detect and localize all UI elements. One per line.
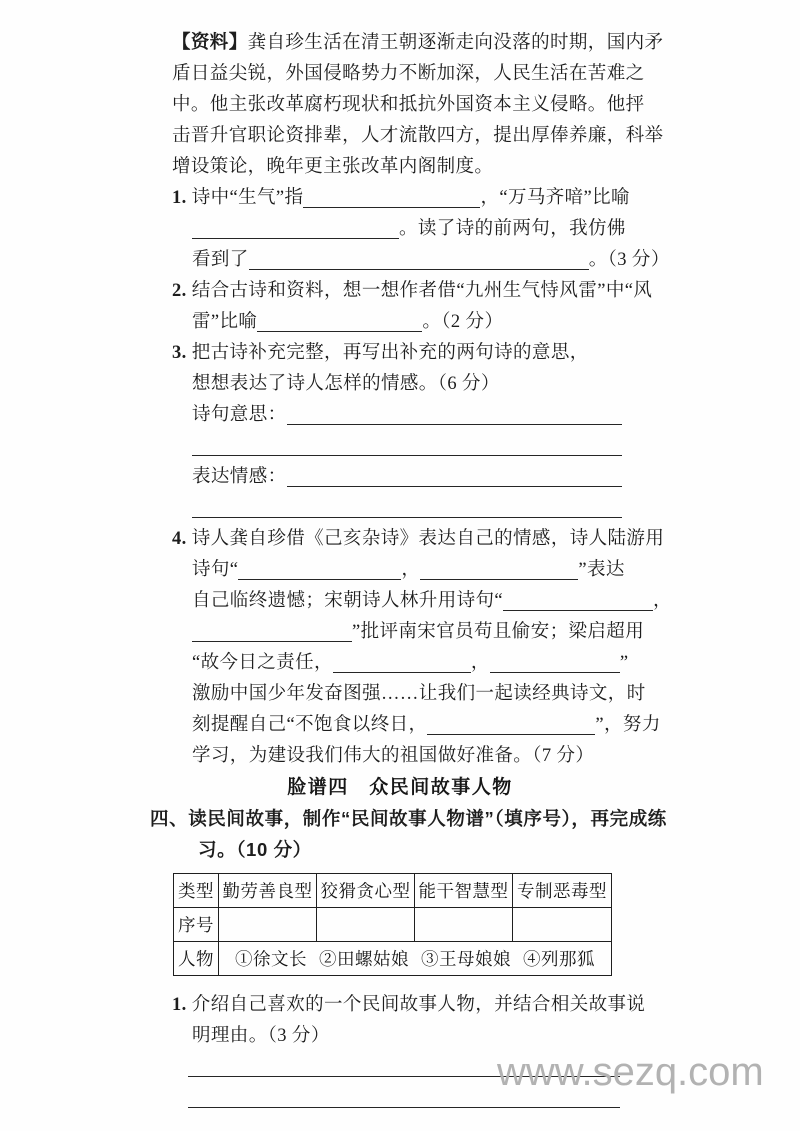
text-segment: 1.: [172, 995, 187, 1015]
section-question-stem: [150, 803, 672, 865]
text-segment: 表达情感：: [192, 467, 287, 487]
text-line: [192, 431, 672, 462]
answer-blank: [303, 205, 480, 208]
text-segment: 刻提醒自己“不饱食以终日，: [192, 715, 428, 735]
answer-blank: [503, 608, 653, 611]
answer-blank: [490, 670, 620, 673]
table-cell-seq-answer-4: [513, 908, 612, 942]
text-segment: “故今日之责任，: [192, 653, 333, 673]
text-segment: ，“万马齐喑”比喻: [480, 188, 630, 208]
character-type-table: [173, 873, 612, 976]
text-line: [192, 586, 672, 617]
answer-blank: [238, 577, 401, 580]
text-segment: 。（2 分）: [422, 312, 504, 332]
text-line: [172, 183, 672, 214]
answer-blank: [427, 732, 595, 735]
table-cell-type-label: 类型: [174, 874, 219, 908]
character-item: ①徐文长: [235, 949, 307, 969]
character-list: [219, 946, 611, 971]
answer-blank: [287, 484, 622, 487]
text-line: [192, 741, 672, 772]
text-line: [150, 803, 672, 834]
text-line: [192, 400, 672, 431]
text-segment: 2.: [172, 281, 187, 301]
text-segment: 雷”比喻: [192, 312, 258, 332]
question-3: [150, 338, 672, 524]
character-item: ③王母娘娘: [421, 949, 511, 969]
answer-blank: [192, 236, 399, 239]
question-4: [150, 524, 672, 772]
answer-blank: [188, 1105, 620, 1108]
text-segment: 龚自珍生活在清王朝逐渐走向没落的时期，国内矛: [247, 33, 664, 53]
text-line: [192, 555, 672, 586]
text-segment: 介绍自己喜欢的一个民间故事人物，并结合相关故事说: [186, 995, 646, 1015]
table-row-characters: [174, 942, 612, 976]
text-segment: 激励中国少年发奋图强……让我们一起读经典诗文，时: [192, 684, 646, 704]
text-line: [172, 59, 672, 90]
text-line: [192, 710, 672, 741]
text-segment: ，: [470, 653, 490, 673]
character-item: ④列那狐: [523, 949, 595, 969]
answer-blank: [249, 267, 589, 270]
text-segment: 把古诗补充完整，再写出补充的两句诗的意思，: [186, 343, 589, 363]
table-cell-seq-answer-2: [317, 908, 415, 942]
answer-blank: [192, 515, 622, 518]
table-row-type: [174, 874, 612, 908]
watermark: www.sezq.com: [497, 1050, 764, 1094]
table-cell-type-capable: 能干智慧型: [415, 874, 513, 908]
section-heading: 脸谱四 众民间故事人物: [287, 777, 513, 798]
text-line: [172, 28, 672, 59]
text-line: [192, 307, 672, 338]
text-segment: ，: [653, 591, 672, 611]
text-segment: ”，努力: [595, 715, 661, 735]
text-segment: 诗句意思：: [192, 405, 287, 425]
text-segment: 结合古诗和资料，想一想作者借“九州生气恃风雷”中“风: [186, 281, 653, 301]
table-cell-character-list: [219, 942, 612, 976]
text-line: [192, 679, 672, 710]
text-segment: ”表达: [578, 560, 625, 580]
answer-blank: [257, 329, 422, 332]
text-line: [192, 493, 672, 524]
table-cell-seq-answer-3: [415, 908, 513, 942]
text-segment: 3.: [172, 343, 187, 363]
text-line: [172, 524, 672, 555]
text-line: [198, 834, 672, 865]
text-line: [172, 152, 672, 183]
text-segment: 盾日益尖锐，外国侵略势力不断加深，人民生活在苦难之: [172, 64, 645, 84]
text-line: [172, 121, 672, 152]
text-line: [192, 617, 672, 648]
table-row-sequence: [174, 908, 612, 942]
text-segment: 诗中“生气”指: [186, 188, 304, 208]
question-2: [150, 276, 672, 338]
answer-blank: [420, 577, 578, 580]
text-segment: 看到了: [192, 250, 249, 270]
table-cell-char-label: 人物: [174, 942, 219, 976]
text-segment: 中。他主张改革腐朽现状和抵抗外国资本主义侵略。他抨: [172, 95, 645, 115]
table-cell-type-diligent: 勤劳善良型: [219, 874, 317, 908]
answer-blank: [333, 670, 471, 673]
text-segment: 诗句“: [192, 560, 239, 580]
text-line: [192, 648, 672, 679]
text-line: [192, 1021, 672, 1052]
text-segment: 明理由。（3 分）: [192, 1026, 330, 1046]
text-segment: ，: [401, 560, 421, 580]
answer-blank: [192, 453, 622, 456]
resource-paragraph: [150, 28, 672, 183]
text-line: [192, 462, 672, 493]
text-segment: 增设策论，晚年更主张改革内阁制度。: [172, 157, 494, 177]
text-segment: 。读了诗的前两句，我仿佛: [399, 219, 626, 239]
answer-blank: [192, 639, 352, 642]
text-line: [172, 90, 672, 121]
text-segment: 学习，为建设我们伟大的祖国做好准备。（7 分）: [192, 746, 595, 766]
text-line: [192, 369, 672, 400]
text-line: [172, 990, 672, 1021]
text-segment: 。（3 分）: [588, 250, 670, 270]
text-segment: 【资料】: [172, 33, 248, 53]
text-segment: 习。（10 分）: [198, 839, 312, 860]
text-segment: 1.: [172, 188, 187, 208]
text-segment: 诗人龚自珍借《己亥杂诗》表达自己的情感，诗人陆游用: [186, 529, 665, 549]
table-cell-type-cunning: 狡猾贪心型: [317, 874, 415, 908]
text-segment: 击晋升官职论资排辈，人才流散四方，提出厚俸养廉，科举: [172, 126, 664, 146]
text-line: [172, 338, 672, 369]
text-segment: ”批评南宋官员苟且偷安；梁启超用: [352, 622, 645, 642]
table-cell-seq-answer-1: [219, 908, 317, 942]
character-item: ②田螺姑娘: [319, 949, 409, 969]
text-segment: 4.: [172, 529, 187, 549]
worksheet-content: [150, 28, 672, 1114]
text-line: [192, 214, 672, 245]
text-line: [172, 276, 672, 307]
question-1: [150, 183, 672, 276]
text-segment: 四、读民间故事，制作“民间故事人物谱”（填序号），再完成练: [150, 808, 667, 829]
answer-blank: [287, 422, 622, 425]
text-line: [192, 245, 672, 276]
text-segment: ”: [619, 653, 629, 673]
table-cell-type-despotic: 专制恶毒型: [513, 874, 612, 908]
text-segment: 想想表达了诗人怎样的情感。（6 分）: [192, 374, 500, 394]
text-segment: 自己临终遗憾；宋朝诗人林升用诗句“: [192, 591, 504, 611]
table-cell-seq-label: 序号: [174, 908, 219, 942]
